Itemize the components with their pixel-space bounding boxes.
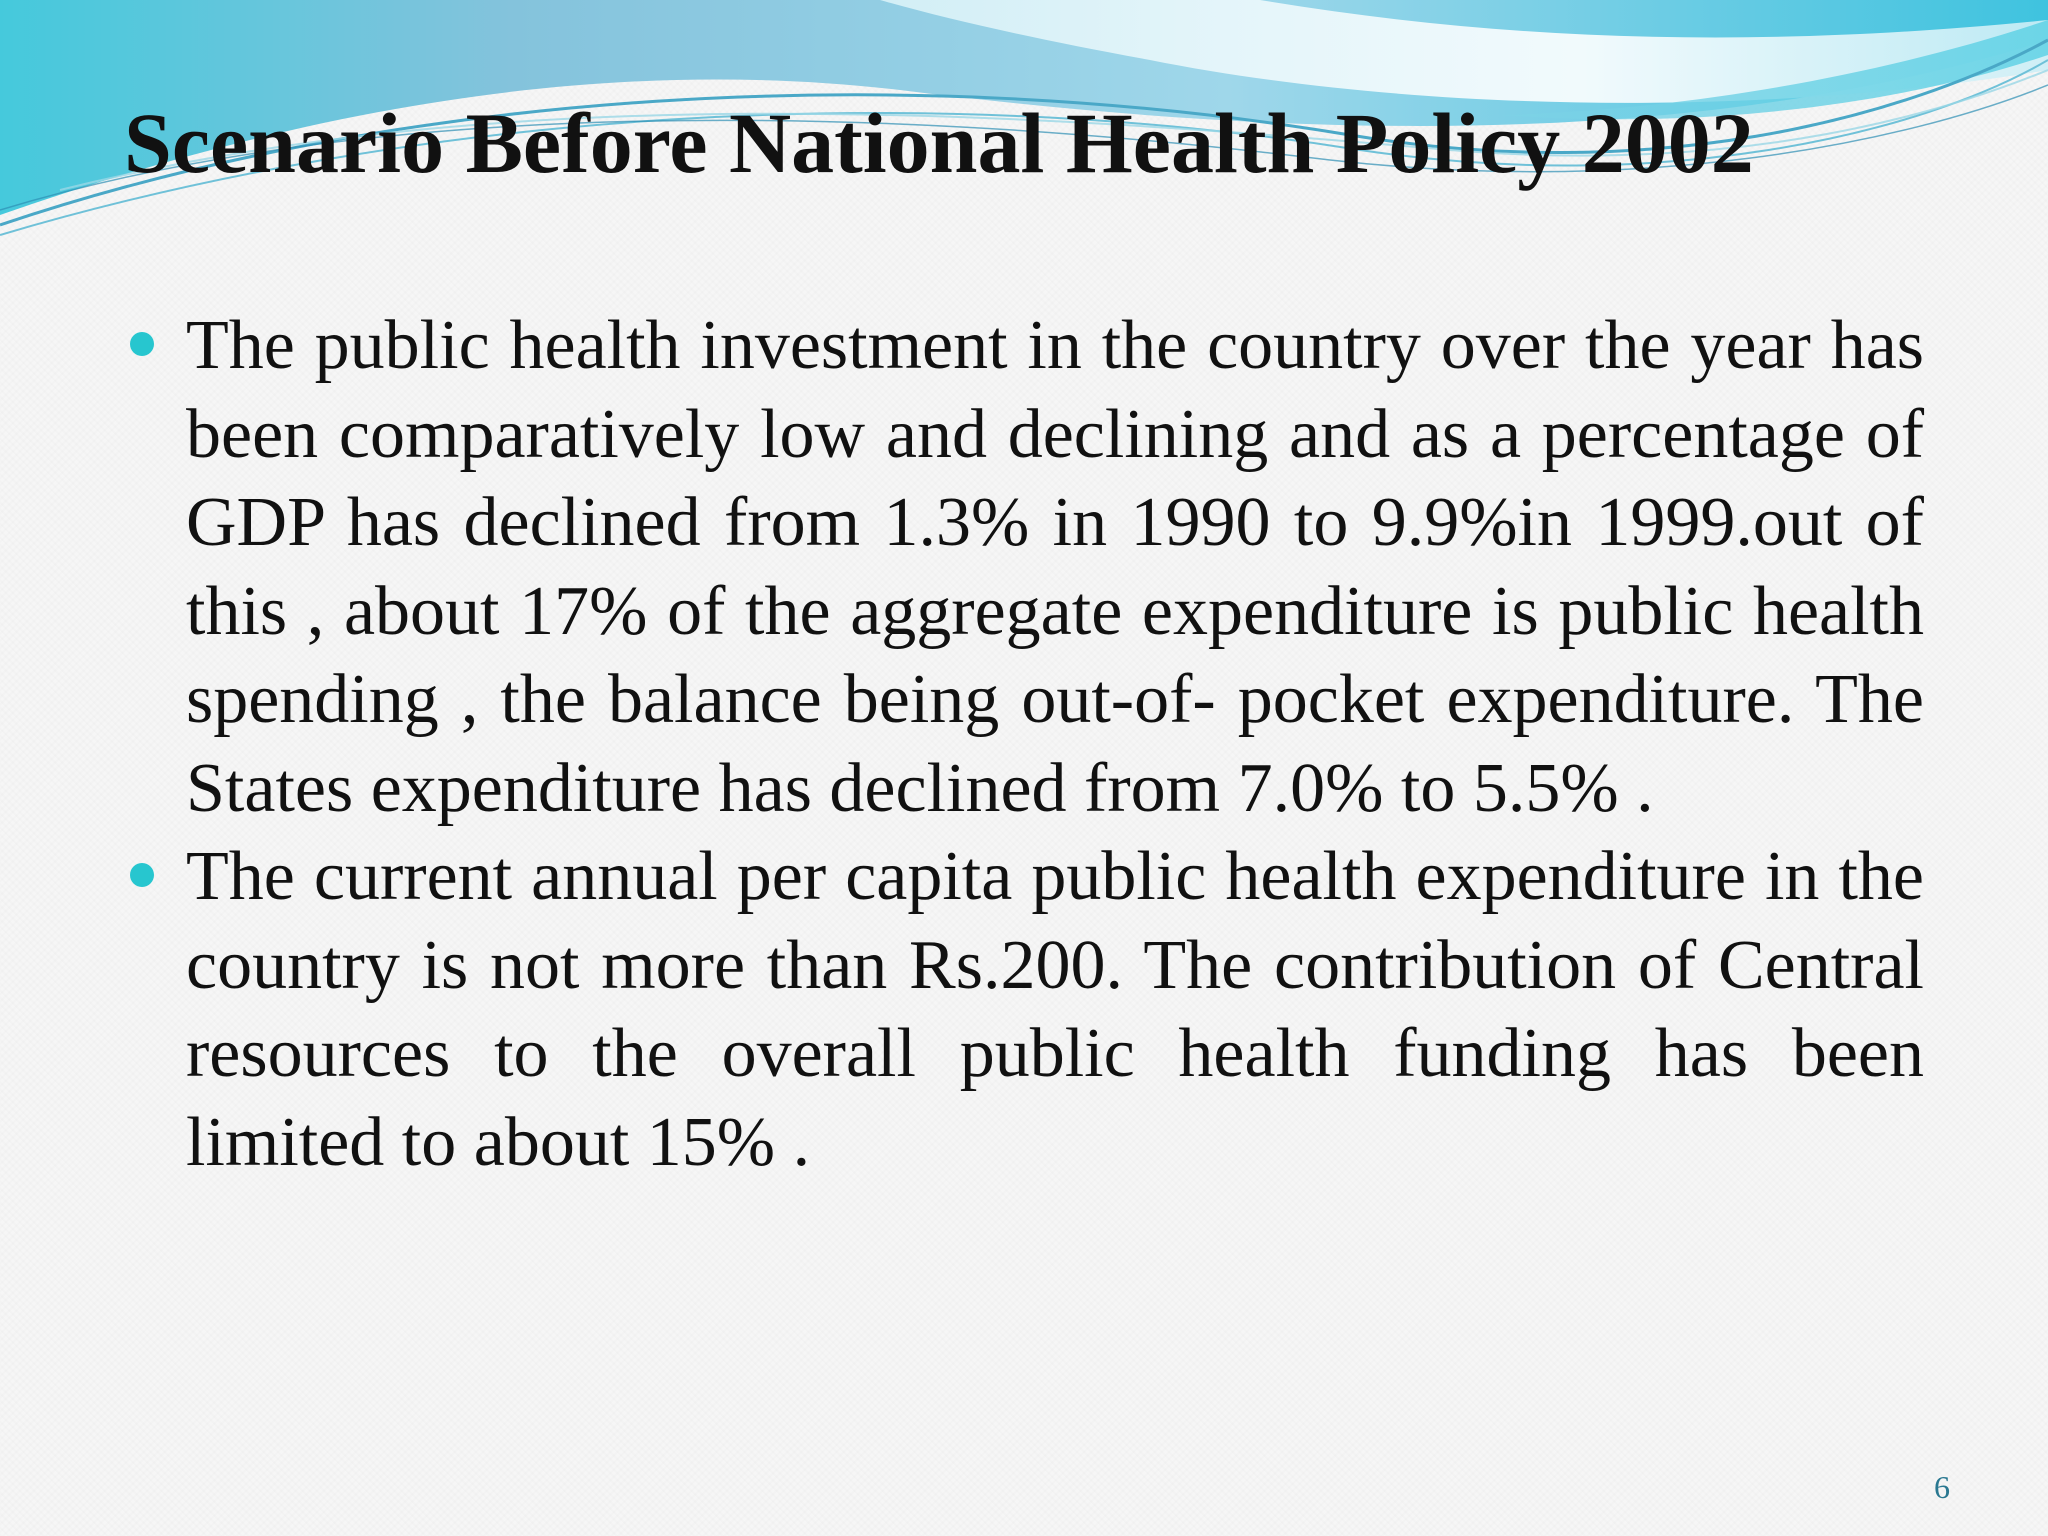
bullet-dot-icon <box>130 863 154 887</box>
bullet-dot-icon <box>130 332 154 356</box>
bullet-text: The public health investment in the country over the year has been comparatively low and declining and as a percentage of GDP has declined from 1.3% in 1990 to 9.9%in 1999.out of this , about 17% of the aggregate expenditure is public health spending , the balance being out-of- pocket expenditure. The States expenditure has declined from 7.0% to 5.5% . <box>186 307 1924 827</box>
bullet-list <box>130 302 1924 1187</box>
bullet-item <box>130 833 1924 1187</box>
slide-title: Scenario Before National Health Policy 2002 <box>124 95 1754 191</box>
bullet-item <box>130 302 1924 833</box>
bullet-text: The current annual per capita public health expenditure in the country is not more than Rs.200. The contribution of Central resources to the overall public health funding has been limited to about 15% . <box>186 838 1924 1181</box>
page-number: 6 <box>1934 1469 1950 1505</box>
